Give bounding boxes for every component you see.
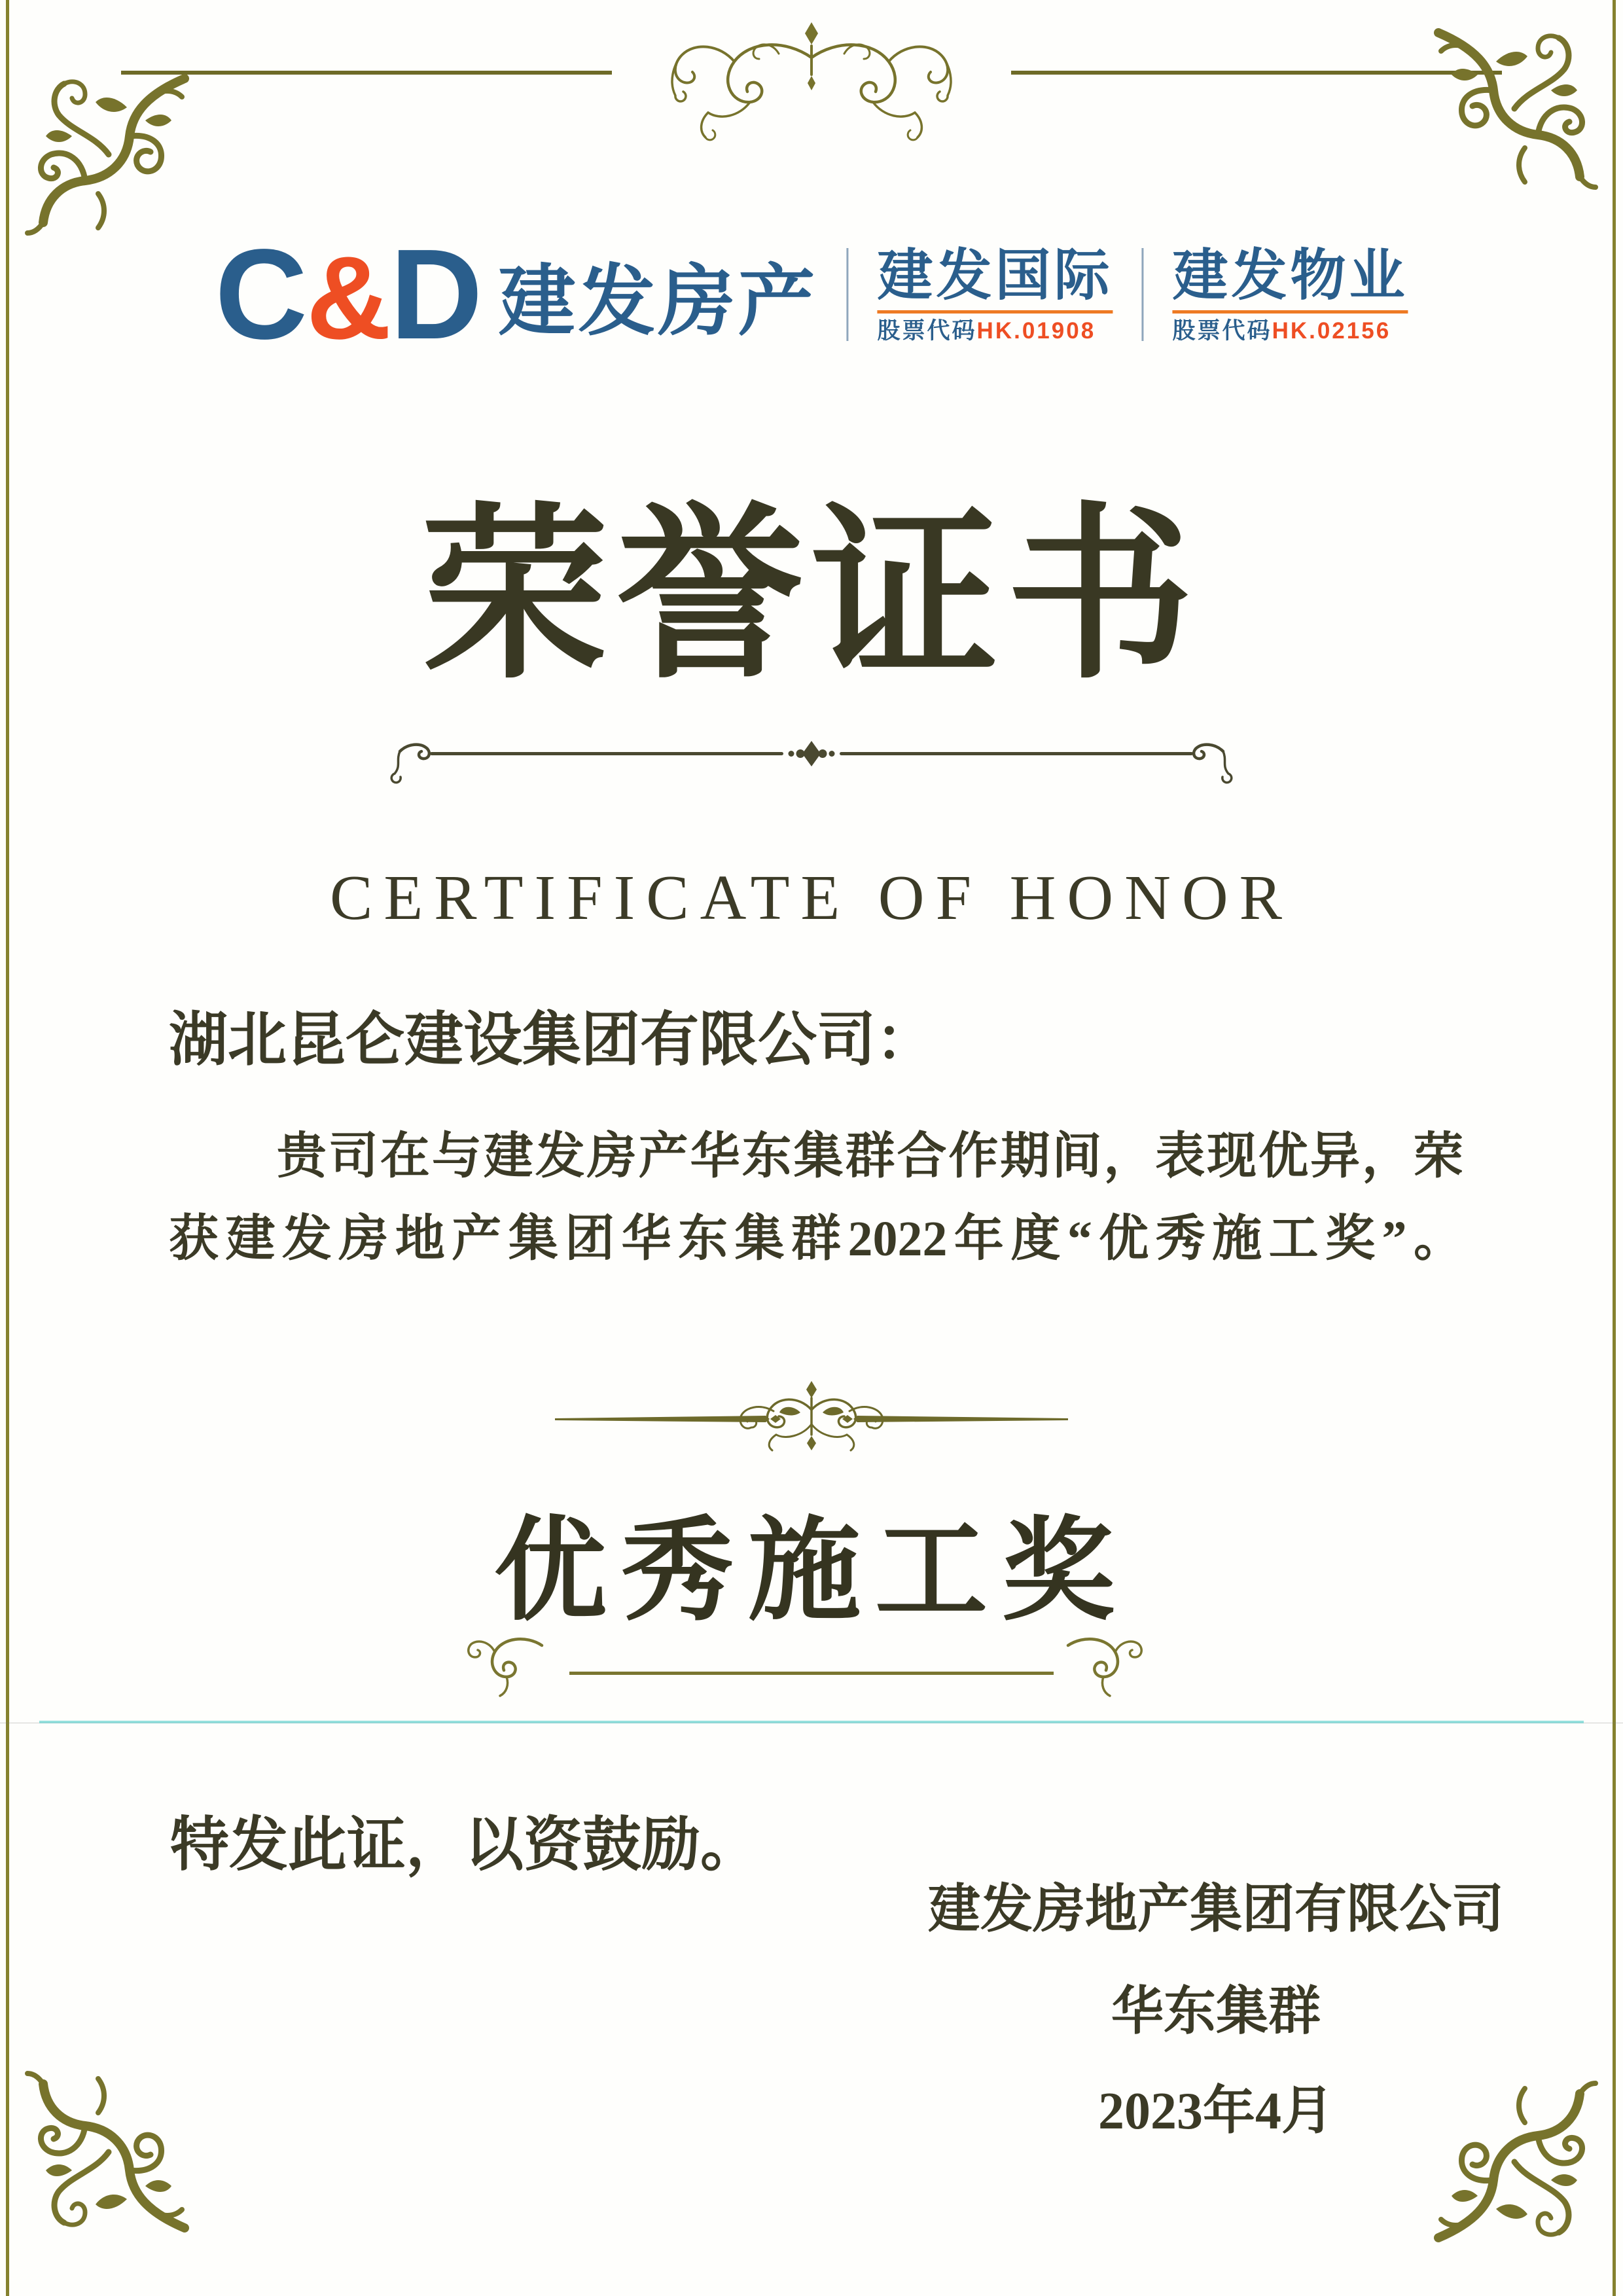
signature-organization: 建发房地产集团有限公司 bbox=[928, 1881, 1504, 1939]
sub-brand-property bbox=[1172, 244, 1408, 344]
sub-brand-intl-stock bbox=[878, 319, 1113, 342]
right-border-line bbox=[1613, 0, 1616, 2296]
corner-flourish-bottom-left-icon bbox=[25, 2068, 195, 2238]
left-border-line bbox=[6, 0, 9, 2296]
stock-label: 股票代码 bbox=[877, 318, 977, 344]
sub-brand-property-name: 建发物业 bbox=[1172, 244, 1408, 307]
logo-divider-line bbox=[1142, 248, 1144, 341]
signature-division: 华东集群 bbox=[1111, 1983, 1321, 2041]
sub-brand-intl-name: 建发国际 bbox=[877, 244, 1113, 307]
award-top-divider-ornament-icon bbox=[550, 1372, 1073, 1456]
body-paragraph-line-1: 贵司在与建发房产华东集群合作期间，表现优异，荣 bbox=[277, 1129, 1463, 1184]
sub-brand-property-stock bbox=[1173, 319, 1408, 342]
sub-brand-intl-rule bbox=[878, 310, 1113, 314]
cd-logo-ampersand: & bbox=[306, 232, 387, 364]
certificate-title-zh: 荣誉证书 bbox=[421, 493, 1202, 700]
award-name: 优秀施工奖 bbox=[494, 1510, 1129, 1634]
cd-logo-d: D bbox=[389, 223, 479, 366]
issue-statement: 特发此证，以资鼓励。 bbox=[170, 1813, 759, 1878]
top-center-scroll-ornament-icon bbox=[622, 14, 1001, 165]
title-divider-ornament-icon bbox=[389, 724, 1234, 784]
certificate-title-en: CERTIFICATE OF HONOR bbox=[329, 863, 1294, 933]
body-paragraph-line-2: 获建发房地产集团华东集群2022年度“优秀施工奖”。 bbox=[169, 1211, 1463, 1266]
stock-code: HK.01908 bbox=[976, 318, 1096, 344]
corner-flourish-top-left-icon bbox=[25, 68, 195, 238]
cd-logo bbox=[215, 223, 479, 366]
stock-label: 股票代码 bbox=[1172, 318, 1272, 344]
brand-logo-row bbox=[215, 223, 1408, 366]
cd-logo-c: C bbox=[215, 223, 304, 366]
sub-brand-intl bbox=[877, 244, 1113, 344]
signature-block bbox=[919, 1881, 1513, 2140]
award-bottom-divider-ornament-icon bbox=[458, 1630, 1152, 1703]
sub-brand-property-rule bbox=[1173, 310, 1408, 314]
recipient-line: 湖北昆仑建设集团有限公司： bbox=[169, 1008, 935, 1073]
signature-date: 2023年4月 bbox=[1098, 2083, 1334, 2140]
brand-name: 建发房产 bbox=[498, 259, 818, 345]
logo-divider-line bbox=[847, 248, 849, 341]
scan-artifact-teal-line bbox=[39, 1721, 1584, 1723]
corner-flourish-top-right-icon bbox=[1428, 22, 1598, 192]
stock-code: HK.02156 bbox=[1272, 318, 1391, 344]
